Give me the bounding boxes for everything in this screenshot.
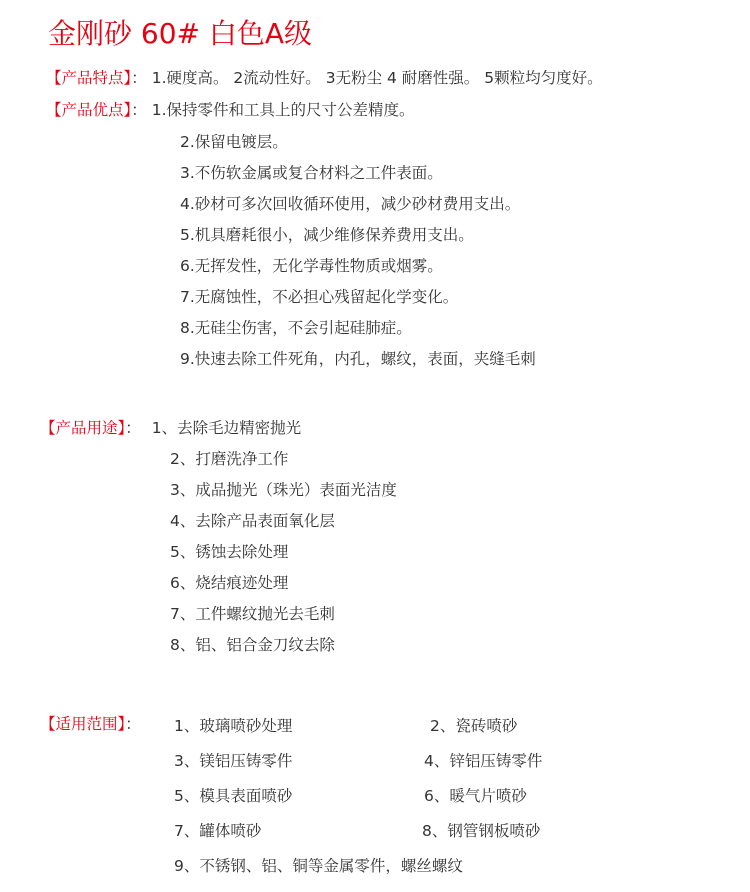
scope-separator: ： [125, 715, 141, 733]
scope-label: 【适用范围】 [40, 715, 126, 733]
scope-item: 2、瓷砖喷砂 [430, 717, 518, 735]
advantages-separator: ： [131, 101, 147, 119]
features-row [46, 67, 603, 89]
advantage-item: 6.无挥发性，无化学毒性物质或烟雾。 [180, 257, 443, 275]
scope-item: 8、钢管钢板喷砂 [422, 822, 541, 840]
advantage-item: 8.无硅尘伤害，不会引起硅肺症。 [180, 319, 412, 337]
use-item: 4、去除产品表面氧化层 [170, 512, 335, 530]
scope-item: 6、暖气片喷砂 [424, 787, 527, 805]
uses-row [40, 417, 301, 439]
features-text: 1.硬度高。 2流动性好。 3无粉尘 4 耐磨性强。 5颗粒均匀度好。 [151, 69, 603, 87]
scope-item: 4、锌铝压铸零件 [424, 752, 543, 770]
use-item: 5、锈蚀去除处理 [170, 543, 289, 561]
use-item: 7、工件螺纹抛光去毛刺 [170, 605, 335, 623]
product-title: 金刚砂 60# 白色A级 [48, 17, 313, 50]
use-item: 6、烧结痕迹处理 [170, 574, 289, 592]
advantage-item: 4.砂材可多次回收循环使用，减少砂材费用支出。 [180, 195, 521, 213]
features-label: 【产品特点】 [46, 69, 132, 87]
use-item: 1、去除毛边精密抛光 [151, 419, 302, 437]
scope-item: 7、罐体喷砂 [174, 822, 262, 840]
advantage-item: 9.快速去除工件死角，内孔，螺纹，表面，夹缝毛刺 [180, 350, 536, 368]
advantage-item: 1.保持零件和工具上的尺寸公差精度。 [151, 101, 415, 119]
advantage-item: 7.无腐蚀性，不必担心残留起化学变化。 [180, 288, 459, 306]
advantage-item: 2.保留电镀层。 [180, 133, 288, 151]
scope-row [40, 713, 141, 735]
uses-label: 【产品用途】 [40, 419, 126, 437]
advantages-row [46, 99, 415, 121]
scope-item: 5、模具表面喷砂 [174, 787, 293, 805]
advantage-item: 3.不伤软金属或复合材料之工件表面。 [180, 164, 443, 182]
use-item: 3、成品抛光（珠光）表面光洁度 [170, 481, 397, 499]
scope-item: 3、镁铝压铸零件 [174, 752, 293, 770]
advantage-item: 5.机具磨耗很小，减少维修保养费用支出。 [180, 226, 474, 244]
scope-item: 1、玻璃喷砂处理 [174, 717, 293, 735]
advantages-label: 【产品优点】 [46, 101, 132, 119]
features-separator: ： [131, 69, 147, 87]
use-item: 8、铝、铝合金刀纹去除 [170, 636, 335, 654]
use-item: 2、打磨洗净工作 [170, 450, 289, 468]
scope-item: 9、不锈钢、铝、铜等金属零件，螺丝螺纹 [174, 857, 463, 875]
uses-separator: ： [125, 419, 141, 437]
